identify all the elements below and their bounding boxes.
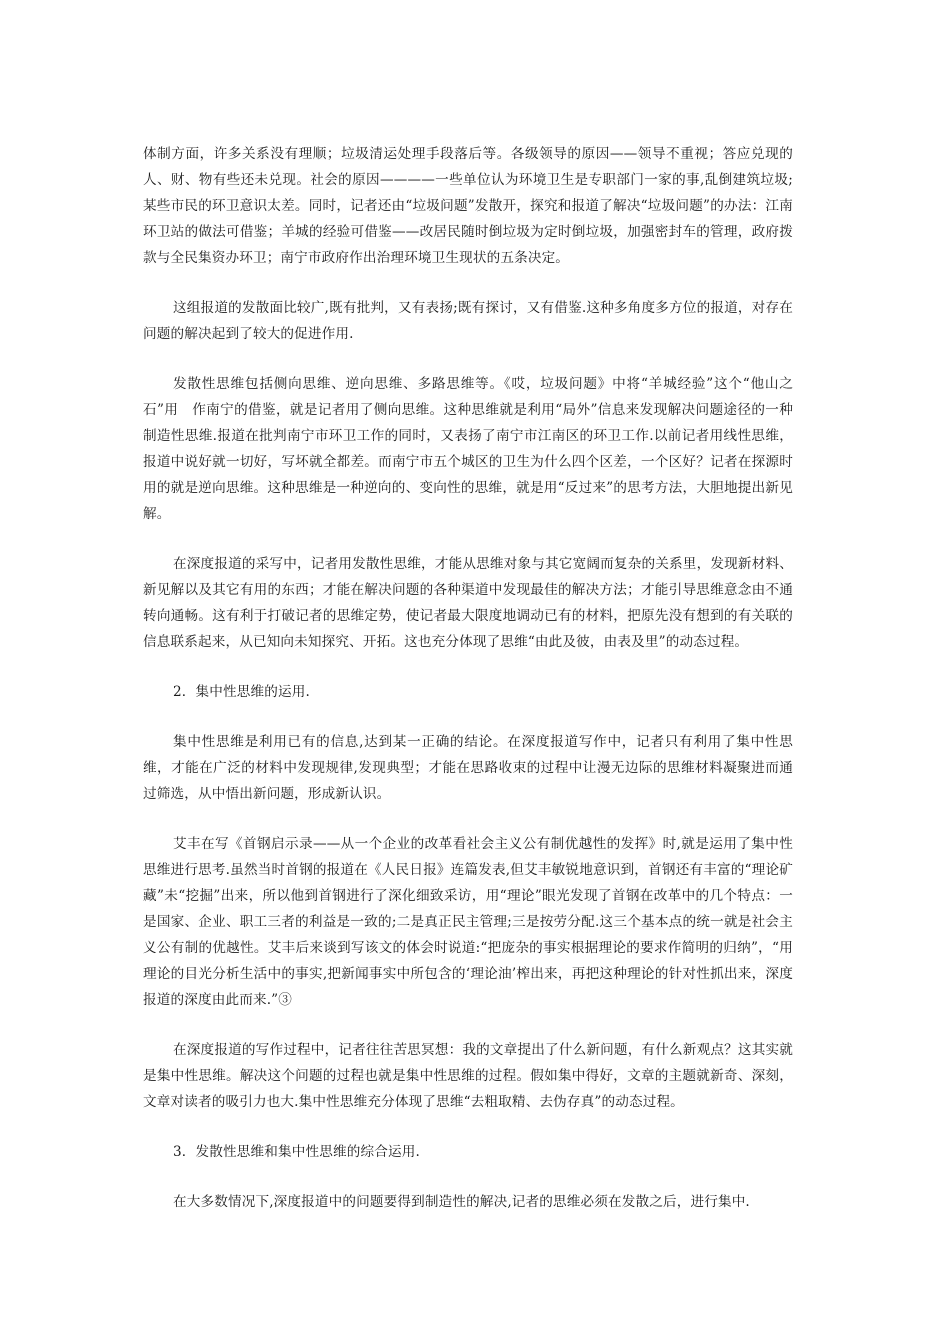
paragraph-8: 在大多数情况下,深度报道中的问题要得到制造性的解决,记者的思维必须在发散之后，进行集中. — [173, 1194, 750, 1210]
paragraph-3: 发散性思维包括侧向思维、逆向思维、多路思维等。《哎，垃圾问题》中将“羊城经验”这个“他山之石”用 作南宁的借鉴，就是记者用了侧向思维。这种思维就是利用“局外”信息来发现解决问题途径的一种制造性思维.报道在批判南宁市环卫工作的同时，又表扬了南宁市江南区的环卫工作.以前记者用线性思维，报道中说好就一切好，写坏就全都差。而南宁市五个城区的卫生为什么四个区差，一个区好？记者在探源时用的就是逆向思维。这种思维是一种逆向的、变向性的思维，就是用“反过来”的思考方法，大胆地提出新见解。 — [143, 376, 793, 522]
paragraph-4: 在深度报道的采写中，记者用发散性思维，才能从思维对象与其它宽阔而复杂的关系里，发现新材料、新见解以及其它有用的东西；才能在解决问题的各种渠道中发现最佳的解决方法；才能引导思维意念由不通转向通畅。这有利于打破记者的思维定势，使记者最大限度地调动已有的材料，把原先没有想到的有关联的信息联系起来，从已知向未知探究、开拓。这也充分体现了思维“由此及彼，由表及里”的动态过程。 — [143, 556, 793, 650]
paragraph-1: 体制方面，许多关系没有理顺；垃圾清运处理手段落后等。各级领导的原因——领导不重视；答应兑现的人、财、物有些还未兑现。社会的原因————一些单位认为环境卫生是专职部门一家的事,乱倒建筑垃圾;某些市民的环卫意识太差。同时，记者还由“垃圾问题”发散开，探究和报道了解决“垃圾问题”的办法：江南环卫站的做法可借鉴；羊城的经验可借鉴——改居民随时倒垃圾为定时倒垃圾，加强密封车的管理，政府拨款与全民集资办环卫；南宁市政府作出治理环境卫生现状的五条决定。 — [143, 146, 793, 266]
paragraph-5: 集中性思维是利用已有的信息,达到某一正确的结论。在深度报道写作中，记者只有利用了集中性思维，才能在广泛的材料中发现规律,发现典型；才能在思路收束的过程中让漫无边际的思维材料凝聚进而通过筛选，从中悟出新问题，形成新认识。 — [143, 734, 793, 802]
document-body — [143, 141, 793, 1239]
paragraph-2: 这组报道的发散面比较广,既有批判，又有表扬;既有探讨，又有借鉴.这种多角度多方位的报道，对存在问题的解决起到了较大的促进作用. — [143, 300, 793, 342]
section-heading-3: 3．发散性思维和集中性思维的综合运用. — [173, 1144, 420, 1160]
paragraph-7: 在深度报道的写作过程中，记者往往苦思冥想：我的文章提出了什么新问题，有什么新观点？这其实就是集中性思维。解决这个问题的过程也就是集中性思维的过程。假如集中得好，文章的主题就新奇、深刻，文章对读者的吸引力也大.集中性思维充分体现了思维“去粗取精、去伪存真”的动态过程。 — [143, 1042, 793, 1110]
paragraph-6: 艾丰在写《首钢启示录——从一个企业的改革看社会主义公有制优越性的发挥》时,就是运用了集中性思维进行思考.虽然当时首钢的报道在《人民日报》连篇发表,但艾丰敏锐地意识到，首钢还有丰富的“理论矿藏”未“挖掘”出来，所以他到首钢进行了深化细致采访，用“理论”眼光发现了首钢在改革中的几个特点：一是国家、企业、职工三者的利益是一致的;二是真正民主管理;三是按劳分配.这三个基本点的统一就是社会主义公有制的优越性。艾丰后来谈到写该文的体会时说道:“把庞杂的事实根据理论的要求作简明的归纳”，“用理论的目光分析生活中的事实,把新闻事实中所包含的‘理论油’榨出来，再把这种理论的针对性抓出来，深度报道的深度由此而来.”③ — [143, 836, 793, 1008]
section-heading-2: 2．集中性思维的运用. — [173, 684, 310, 700]
